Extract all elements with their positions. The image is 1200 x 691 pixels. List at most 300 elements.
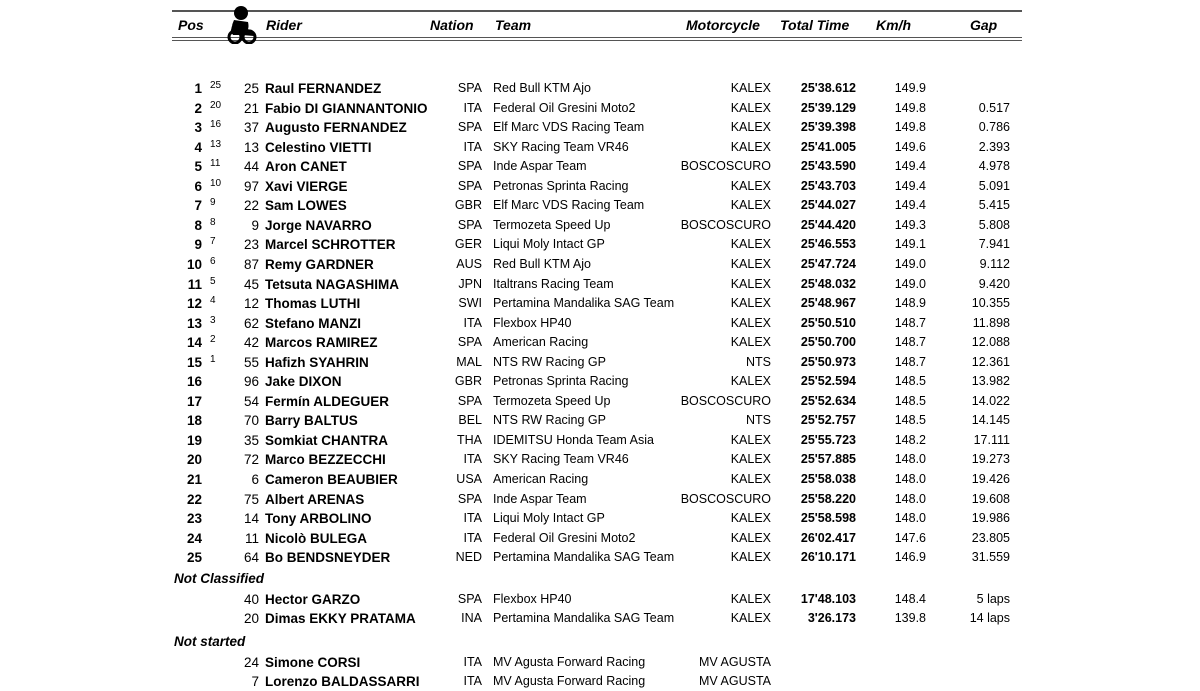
table-row xyxy=(0,196,1200,215)
table-row xyxy=(0,138,1200,157)
total-time-cell: 25'47.724 xyxy=(800,257,856,271)
speed-kmh-cell: 148.0 xyxy=(894,511,926,525)
total-time-cell: 25'39.398 xyxy=(800,120,856,134)
motorcycle-cell: BOSCOSCURO xyxy=(680,218,771,232)
team-cell: IDEMITSU Honda Team Asia xyxy=(493,433,654,447)
position-cell: 11 xyxy=(187,277,202,292)
speed-kmh-cell: 149.0 xyxy=(894,277,926,291)
nation-cell: SPA xyxy=(457,159,482,173)
total-time-cell: 25'43.703 xyxy=(800,179,856,193)
rider-name-cell: Xavi VIERGE xyxy=(265,179,348,194)
team-cell: Petronas Sprinta Racing xyxy=(493,374,629,388)
speed-kmh-cell: 149.8 xyxy=(894,120,926,134)
gap-cell: 5.415 xyxy=(978,198,1010,212)
team-cell: Pertamina Mandalika SAG Team xyxy=(493,550,675,564)
motorcycle-cell: KALEX xyxy=(730,198,771,212)
table-row xyxy=(0,672,1200,691)
not-started-title: Not started xyxy=(174,634,246,649)
position-cell: 25 xyxy=(186,550,202,565)
speed-kmh-cell: 147.6 xyxy=(894,531,926,545)
rider-name-cell: Jake DIXON xyxy=(265,374,342,389)
header-gap: Gap xyxy=(970,17,998,33)
rider-name-cell: Albert ARENAS xyxy=(265,492,365,507)
gap-cell: 0.517 xyxy=(978,101,1010,115)
rider-name-cell: Somkiat CHANTRA xyxy=(265,433,389,448)
total-time-cell: 17'48.103 xyxy=(800,592,856,606)
position-cell: 19 xyxy=(186,433,202,448)
motorcycle-cell: KALEX xyxy=(730,140,771,154)
rider-number-cell: 23 xyxy=(243,237,259,252)
header-team: Team xyxy=(495,17,532,33)
rider-number-cell: 42 xyxy=(243,335,259,350)
position-cell: 16 xyxy=(186,374,202,389)
table-row xyxy=(0,177,1200,196)
team-cell: Inde Aspar Team xyxy=(493,492,587,506)
nation-cell: SPA xyxy=(457,592,482,606)
nation-cell: BEL xyxy=(458,413,482,427)
gap-cell: 4.978 xyxy=(978,159,1010,173)
rider-number-cell: 6 xyxy=(251,472,259,487)
position-cell: 7 xyxy=(194,198,202,213)
gap-cell: 19.608 xyxy=(971,492,1010,506)
speed-kmh-cell: 149.8 xyxy=(894,101,926,115)
motorcycle-cell: KALEX xyxy=(730,101,771,115)
nation-cell: ITA xyxy=(463,101,482,115)
table-row xyxy=(0,99,1200,118)
team-cell: NTS RW Racing GP xyxy=(493,355,606,369)
table-row xyxy=(0,609,1200,628)
gap-cell: 2.393 xyxy=(978,140,1010,154)
nation-cell: SPA xyxy=(457,81,482,95)
team-cell: American Racing xyxy=(493,335,589,349)
nation-cell: SPA xyxy=(457,394,482,408)
rider-number-cell: 13 xyxy=(243,140,259,155)
motorcycle-cell: KALEX xyxy=(730,81,771,95)
table-row xyxy=(0,590,1200,609)
position-cell: 15 xyxy=(186,355,202,370)
rider-number-cell: 40 xyxy=(243,592,259,607)
total-time-cell: 25'58.038 xyxy=(800,472,856,486)
position-cell: 9 xyxy=(194,237,202,252)
rider-name-cell: Marcos RAMIREZ xyxy=(265,335,378,350)
rider-number-cell: 75 xyxy=(243,492,259,507)
rider-name-cell: Fabio DI GIANNANTONIO xyxy=(265,101,428,116)
total-time-cell: 25'50.510 xyxy=(800,316,856,330)
position-cell: 22 xyxy=(186,492,202,507)
rider-number-cell: 62 xyxy=(243,316,259,331)
nation-cell: JPN xyxy=(458,277,482,291)
grid-position-cell: 1 xyxy=(210,354,216,365)
speed-kmh-cell: 148.0 xyxy=(894,472,926,486)
position-cell: 10 xyxy=(186,257,202,272)
nation-cell: GBR xyxy=(454,198,482,212)
header-motorcycle: Motorcycle xyxy=(686,17,760,33)
total-time-cell: 25'50.973 xyxy=(800,355,856,369)
motorcycle-cell: MV AGUSTA xyxy=(698,674,771,688)
gap-cell: 5.091 xyxy=(978,179,1010,193)
motorcycle-cell: KALEX xyxy=(730,511,771,525)
nation-cell: SWI xyxy=(458,296,482,310)
motorcycle-cell: BOSCOSCURO xyxy=(680,159,771,173)
table-row xyxy=(0,431,1200,450)
total-time-cell: 25'48.967 xyxy=(800,296,856,310)
motorcycle-cell: NTS xyxy=(746,413,771,427)
rider-number-cell: 20 xyxy=(243,611,259,626)
header-pos: Pos xyxy=(178,17,204,33)
total-time-cell: 25'38.612 xyxy=(800,81,856,95)
gap-cell: 12.361 xyxy=(971,355,1010,369)
motorcycle-cell: KALEX xyxy=(730,257,771,271)
motorcycle-cell: KALEX xyxy=(730,550,771,564)
team-cell: Liqui Moly Intact GP xyxy=(493,237,605,251)
motorcycle-cell: KALEX xyxy=(730,433,771,447)
speed-kmh-cell: 148.9 xyxy=(894,296,926,310)
rider-name-cell: Aron CANET xyxy=(265,159,347,174)
rider-number-cell: 70 xyxy=(243,413,259,428)
motorcycle-cell: BOSCOSCURO xyxy=(680,394,771,408)
team-cell: Red Bull KTM Ajo xyxy=(493,257,591,271)
team-cell: Petronas Sprinta Racing xyxy=(493,179,629,193)
speed-kmh-cell: 149.3 xyxy=(894,218,926,232)
rider-name-cell: Hafizh SYAHRIN xyxy=(265,355,369,370)
nation-cell: SPA xyxy=(457,120,482,134)
team-cell: Flexbox HP40 xyxy=(493,592,572,606)
table-row xyxy=(0,216,1200,235)
rider-number-cell: 24 xyxy=(243,655,259,670)
speed-kmh-cell: 149.9 xyxy=(894,81,926,95)
rider-name-cell: Stefano MANZI xyxy=(265,316,361,331)
rider-name-cell: Marco BEZZECCHI xyxy=(265,452,386,467)
table-row xyxy=(0,372,1200,391)
rider-name-cell: Marcel SCHROTTER xyxy=(265,237,396,252)
nation-cell: INA xyxy=(461,611,482,625)
speed-kmh-cell: 148.0 xyxy=(894,452,926,466)
nation-cell: ITA xyxy=(463,511,482,525)
header-bottom-rule xyxy=(172,37,1022,38)
rider-name-cell: Raul FERNANDEZ xyxy=(265,81,382,96)
rider-number-cell: 22 xyxy=(243,198,259,213)
rider-number-cell: 11 xyxy=(244,531,259,546)
nation-cell: ITA xyxy=(463,140,482,154)
nation-cell: ITA xyxy=(463,674,482,688)
team-cell: SKY Racing Team VR46 xyxy=(493,452,629,466)
motorcycle-cell: KALEX xyxy=(730,452,771,466)
rider-number-cell: 14 xyxy=(243,511,259,526)
total-time-cell: 25'41.005 xyxy=(800,140,856,154)
header-kmh: Km/h xyxy=(876,17,911,33)
motorcycle-cell: MV AGUSTA xyxy=(698,655,771,669)
rider-name-cell: Hector GARZO xyxy=(265,592,361,607)
gap-cell: 31.559 xyxy=(971,550,1010,564)
grid-position-cell: 5 xyxy=(210,276,216,287)
speed-kmh-cell: 148.0 xyxy=(894,492,926,506)
position-cell: 8 xyxy=(194,218,202,233)
speed-kmh-cell: 149.4 xyxy=(894,179,926,193)
header-total-time: Total Time xyxy=(780,17,850,33)
gap-cell: 17.111 xyxy=(973,433,1010,447)
team-cell: American Racing xyxy=(493,472,589,486)
rider-name-cell: Tony ARBOLINO xyxy=(265,511,372,526)
gap-cell: 14 laps xyxy=(969,611,1010,625)
table-row xyxy=(0,275,1200,294)
rider-name-cell: Lorenzo BALDASSARRI xyxy=(265,674,420,689)
header-bottom-rule-2 xyxy=(172,40,1022,41)
nation-cell: SPA xyxy=(457,492,482,506)
grid-position-cell: 11 xyxy=(210,158,221,169)
motorcycle-cell: BOSCOSCURO xyxy=(680,492,771,506)
rider-name-cell: Remy GARDNER xyxy=(265,257,374,272)
position-cell: 6 xyxy=(194,179,202,194)
table-row xyxy=(0,392,1200,411)
header-rider: Rider xyxy=(266,17,302,33)
grid-position-cell: 9 xyxy=(210,197,216,208)
rider-number-cell: 7 xyxy=(251,674,259,689)
rider-name-cell: Sam LOWES xyxy=(265,198,347,213)
motorcycle-cell: KALEX xyxy=(730,472,771,486)
rider-number-cell: 12 xyxy=(243,296,259,311)
motorcycle-cell: KALEX xyxy=(730,592,771,606)
total-time-cell: 25'52.634 xyxy=(800,394,856,408)
motorcycle-cell: NTS xyxy=(746,355,771,369)
speed-kmh-cell: 148.5 xyxy=(894,374,926,388)
rider-name-cell: Thomas LUTHI xyxy=(265,296,361,311)
position-cell: 3 xyxy=(194,120,202,135)
position-cell: 24 xyxy=(186,531,202,546)
motorcycle-cell: KALEX xyxy=(730,611,771,625)
speed-kmh-cell: 148.2 xyxy=(894,433,926,447)
team-cell: Italtrans Racing Team xyxy=(493,277,614,291)
motorcycle-cell: KALEX xyxy=(730,531,771,545)
position-cell: 17 xyxy=(186,394,202,409)
speed-kmh-cell: 149.4 xyxy=(894,159,926,173)
nation-cell: USA xyxy=(456,472,482,486)
nation-cell: SPA xyxy=(457,335,482,349)
team-cell: Inde Aspar Team xyxy=(493,159,587,173)
table-row xyxy=(0,79,1200,98)
grid-position-cell: 8 xyxy=(210,217,216,228)
grid-position-cell: 25 xyxy=(210,80,222,91)
rider-number-cell: 21 xyxy=(243,101,259,116)
nation-cell: NED xyxy=(455,550,482,564)
rider-number-cell: 25 xyxy=(243,81,259,96)
speed-kmh-cell: 139.8 xyxy=(894,611,926,625)
grid-position-cell: 16 xyxy=(210,119,222,130)
rider-number-cell: 97 xyxy=(243,179,259,194)
gap-cell: 5 laps xyxy=(976,592,1010,606)
nation-cell: GBR xyxy=(454,374,482,388)
table-row xyxy=(0,314,1200,333)
nation-cell: SPA xyxy=(457,218,482,232)
speed-kmh-cell: 148.4 xyxy=(894,592,926,606)
grid-position-cell: 4 xyxy=(210,295,216,306)
grid-position-cell: 13 xyxy=(210,139,222,150)
total-time-cell: 25'43.590 xyxy=(800,159,856,173)
motorcycle-cell: KALEX xyxy=(730,237,771,251)
position-cell: 23 xyxy=(186,511,202,526)
speed-kmh-cell: 149.4 xyxy=(894,198,926,212)
rider-number-cell: 35 xyxy=(243,433,259,448)
gap-cell: 12.088 xyxy=(971,335,1010,349)
team-cell: Termozeta Speed Up xyxy=(493,394,611,408)
team-cell: MV Agusta Forward Racing xyxy=(493,655,646,669)
table-row xyxy=(0,157,1200,176)
total-time-cell: 25'50.700 xyxy=(800,335,856,349)
rider-name-cell: Barry BALTUS xyxy=(265,413,358,428)
position-cell: 14 xyxy=(186,335,202,350)
motorcycle-cell: KALEX xyxy=(730,335,771,349)
nation-cell: ITA xyxy=(463,655,482,669)
not-classified-title: Not Classified xyxy=(174,571,265,586)
position-cell: 18 xyxy=(186,413,202,428)
gap-cell: 0.786 xyxy=(978,120,1010,134)
table-row xyxy=(0,118,1200,137)
motorcycle-cell: KALEX xyxy=(730,277,771,291)
table-row xyxy=(0,353,1200,372)
speed-kmh-cell: 148.5 xyxy=(894,413,926,427)
rider-number-cell: 64 xyxy=(243,550,259,565)
nation-cell: ITA xyxy=(463,452,482,466)
table-row xyxy=(0,450,1200,469)
total-time-cell: 25'58.598 xyxy=(800,511,856,525)
total-time-cell: 3'26.173 xyxy=(807,611,856,625)
total-time-cell: 25'52.594 xyxy=(800,374,856,388)
rider-name-cell: Celestino VIETTI xyxy=(265,140,372,155)
total-time-cell: 25'55.723 xyxy=(800,433,856,447)
gap-cell: 19.986 xyxy=(971,511,1010,525)
grid-position-cell: 10 xyxy=(210,178,222,189)
motorcycle-cell: KALEX xyxy=(730,179,771,193)
motorcycle-cell: KALEX xyxy=(730,120,771,134)
team-cell: Pertamina Mandalika SAG Team xyxy=(493,296,675,310)
header-top-rule xyxy=(172,10,1022,12)
grid-position-cell: 20 xyxy=(210,100,222,111)
table-row xyxy=(0,509,1200,528)
total-time-cell: 25'58.220 xyxy=(800,492,856,506)
rider-name-cell: Simone CORSI xyxy=(265,655,361,670)
speed-kmh-cell: 148.7 xyxy=(894,316,926,330)
table-row xyxy=(0,411,1200,430)
gap-cell: 5.808 xyxy=(978,218,1010,232)
team-cell: Federal Oil Gresini Moto2 xyxy=(493,531,636,545)
team-cell: Termozeta Speed Up xyxy=(493,218,611,232)
rider-name-cell: Dimas EKKY PRATAMA xyxy=(265,611,416,626)
grid-position-cell: 2 xyxy=(210,334,216,345)
speed-kmh-cell: 149.1 xyxy=(894,237,926,251)
rider-name-cell: Augusto FERNANDEZ xyxy=(265,120,407,135)
team-cell: Federal Oil Gresini Moto2 xyxy=(493,101,636,115)
position-cell: 21 xyxy=(186,472,202,487)
position-cell: 20 xyxy=(186,452,202,467)
team-cell: MV Agusta Forward Racing xyxy=(493,674,646,688)
team-cell: Red Bull KTM Ajo xyxy=(493,81,591,95)
total-time-cell: 25'44.420 xyxy=(800,218,856,232)
table-row xyxy=(0,548,1200,567)
total-time-cell: 25'48.032 xyxy=(800,277,856,291)
rider-number-cell: 45 xyxy=(243,277,259,292)
total-time-cell: 25'52.757 xyxy=(800,413,856,427)
table-row xyxy=(0,333,1200,352)
position-cell: 13 xyxy=(186,316,202,331)
rider-number-cell: 9 xyxy=(251,218,259,233)
nation-cell: SPA xyxy=(457,179,482,193)
motorcycle-cell: KALEX xyxy=(730,296,771,310)
speed-kmh-cell: 148.7 xyxy=(894,335,926,349)
position-cell: 12 xyxy=(186,296,202,311)
rider-name-cell: Fermín ALDEGUER xyxy=(265,394,390,409)
table-row xyxy=(0,470,1200,489)
rider-number-cell: 72 xyxy=(243,452,259,467)
table-row xyxy=(0,255,1200,274)
rider-number-cell: 55 xyxy=(243,355,259,370)
gap-cell: 11.898 xyxy=(972,316,1010,330)
table-row xyxy=(0,294,1200,313)
team-cell: SKY Racing Team VR46 xyxy=(493,140,629,154)
rider-number-cell: 37 xyxy=(243,120,259,135)
gap-cell: 10.355 xyxy=(971,296,1010,310)
position-cell: 4 xyxy=(194,140,202,155)
gap-cell: 19.273 xyxy=(971,452,1010,466)
total-time-cell: 26'02.417 xyxy=(800,531,856,545)
speed-kmh-cell: 149.0 xyxy=(894,257,926,271)
rider-number-cell: 87 xyxy=(243,257,259,272)
nation-cell: THA xyxy=(457,433,482,447)
rider-name-cell: Tetsuta NAGASHIMA xyxy=(265,277,400,292)
rider-name-cell: Nicolò BULEGA xyxy=(265,531,368,546)
gap-cell: 9.112 xyxy=(979,257,1010,271)
total-time-cell: 25'46.553 xyxy=(800,237,856,251)
nation-cell: MAL xyxy=(456,355,482,369)
motorcycle-cell: KALEX xyxy=(730,374,771,388)
rider-name-cell: Jorge NAVARRO xyxy=(265,218,372,233)
motorcycle-cell: KALEX xyxy=(730,316,771,330)
grid-position-cell: 3 xyxy=(210,315,216,326)
speed-kmh-cell: 148.7 xyxy=(894,355,926,369)
gap-cell: 14.022 xyxy=(971,394,1010,408)
nation-cell: AUS xyxy=(456,257,482,271)
gap-cell: 14.145 xyxy=(971,413,1010,427)
position-cell: 2 xyxy=(194,101,202,116)
grid-position-cell: 7 xyxy=(210,236,216,247)
rider-number-cell: 96 xyxy=(243,374,259,389)
speed-kmh-cell: 146.9 xyxy=(894,550,926,564)
team-cell: Elf Marc VDS Racing Team xyxy=(493,120,645,134)
rider-number-cell: 54 xyxy=(243,394,259,409)
grid-position-cell: 6 xyxy=(210,256,216,267)
nation-cell: GER xyxy=(454,237,482,251)
position-cell: 1 xyxy=(194,81,202,96)
header-nation: Nation xyxy=(430,17,474,33)
speed-kmh-cell: 148.5 xyxy=(894,394,926,408)
nation-cell: ITA xyxy=(463,531,482,545)
total-time-cell: 25'44.027 xyxy=(800,198,856,212)
rider-name-cell: Cameron BEAUBIER xyxy=(265,472,398,487)
team-cell: Flexbox HP40 xyxy=(493,316,572,330)
gap-cell: 7.941 xyxy=(978,237,1010,251)
nation-cell: ITA xyxy=(463,316,482,330)
speed-kmh-cell: 149.6 xyxy=(894,140,926,154)
table-row xyxy=(0,235,1200,254)
rider-number-cell: 44 xyxy=(243,159,259,174)
gap-cell: 19.426 xyxy=(971,472,1010,486)
position-cell: 5 xyxy=(194,159,202,174)
total-time-cell: 25'57.885 xyxy=(800,452,856,466)
team-cell: NTS RW Racing GP xyxy=(493,413,606,427)
gap-cell: 9.420 xyxy=(978,277,1010,291)
gap-cell: 13.982 xyxy=(971,374,1010,388)
gap-cell: 23.805 xyxy=(971,531,1010,545)
total-time-cell: 26'10.171 xyxy=(800,550,856,564)
table-row xyxy=(0,653,1200,672)
